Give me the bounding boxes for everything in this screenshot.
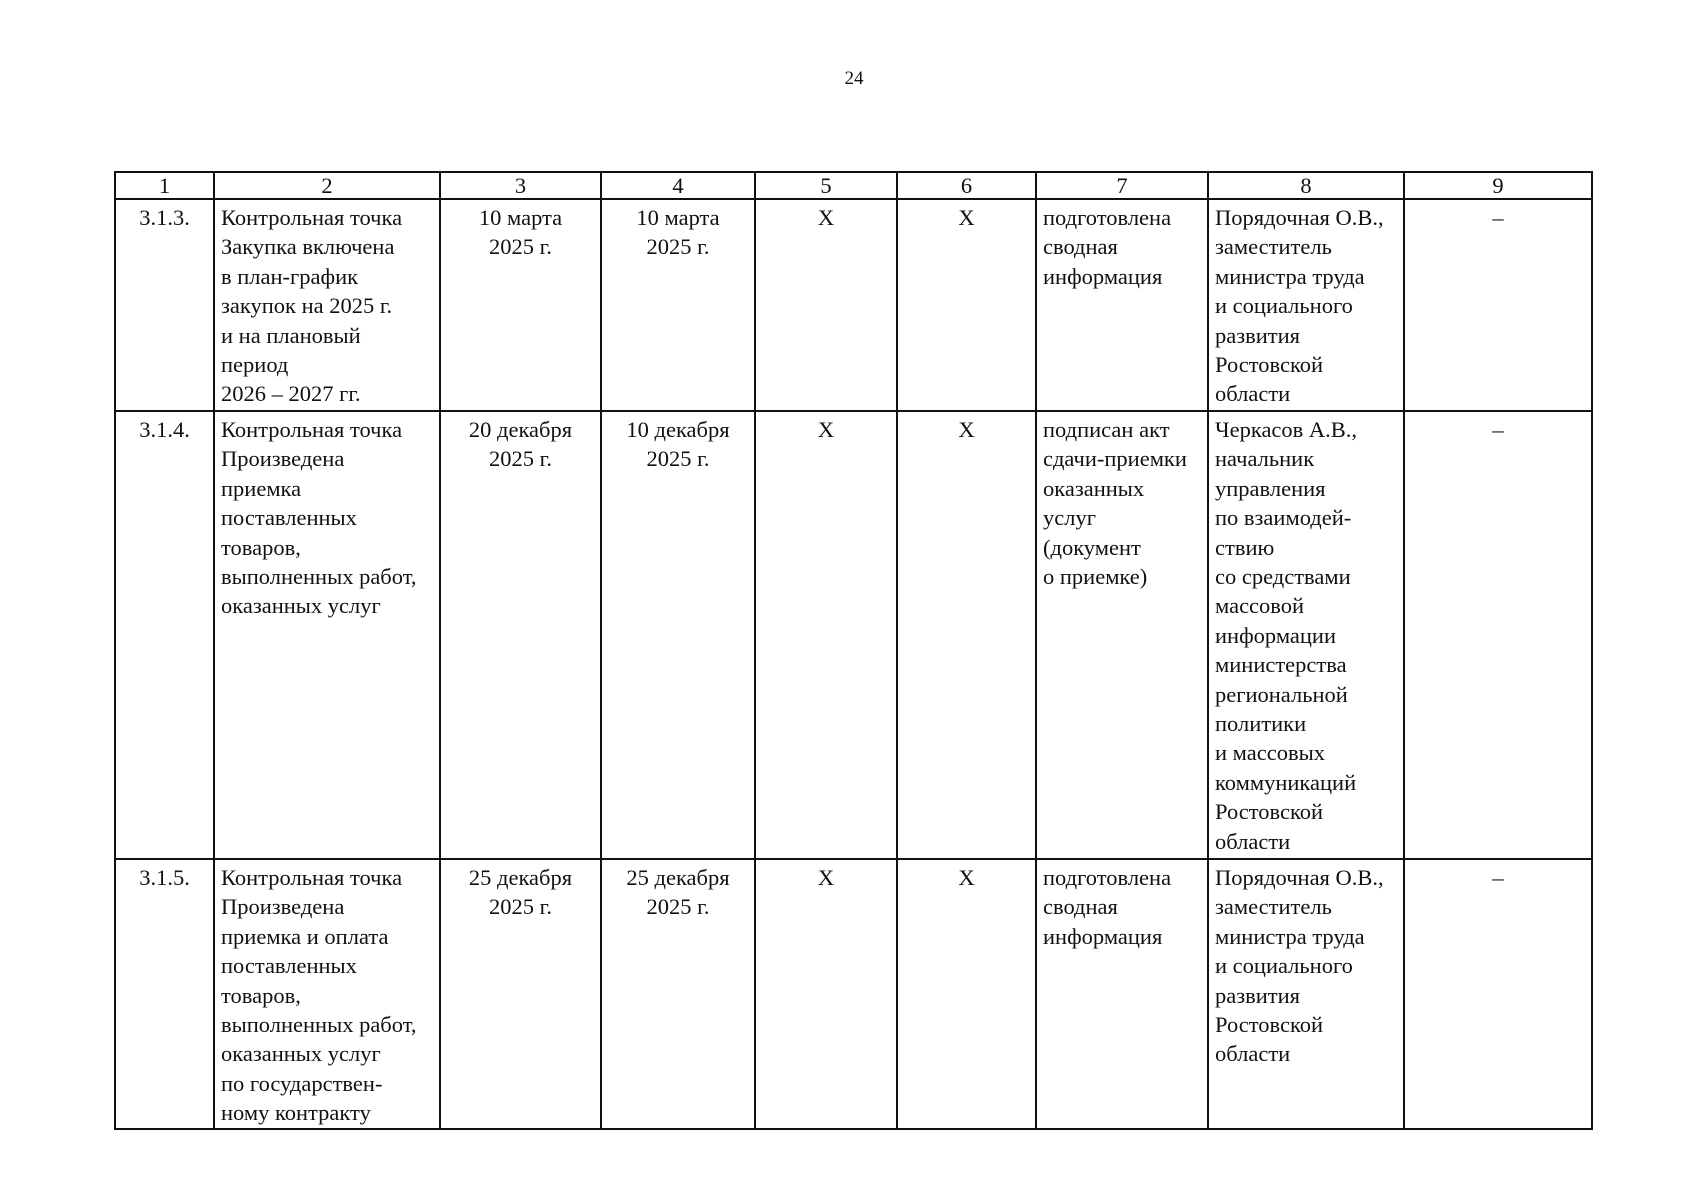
column-number: 6 <box>897 172 1036 199</box>
table-row <box>115 411 1592 859</box>
column-9-value: – <box>1404 859 1592 1129</box>
text-line: оказанных услуг <box>221 593 381 619</box>
text-line: сводная <box>1043 894 1118 920</box>
column-6-value: Х <box>897 859 1036 1129</box>
text-line: ному контракту <box>221 1100 371 1126</box>
row-result <box>1036 411 1208 859</box>
text-line: Ростовской <box>1215 1012 1324 1038</box>
text-line: 2026 – 2027 гг. <box>221 381 361 407</box>
text-line: области <box>1215 381 1291 407</box>
text-line: Порядочная О.В., <box>1215 865 1384 890</box>
text-line: 10 марта <box>636 205 720 230</box>
text-line: приемка <box>221 475 302 501</box>
text-line: 25 декабря <box>468 865 573 890</box>
column-9-value: – <box>1404 411 1592 859</box>
column-number: 3 <box>440 172 601 199</box>
text-line: Закупка включена <box>221 234 395 260</box>
column-number: 4 <box>601 172 755 199</box>
text-line: в план-график <box>221 263 359 289</box>
text-line: подготовлена <box>1043 205 1172 230</box>
text-line: по государствен- <box>221 1070 383 1096</box>
text-line: и массовых <box>1215 740 1325 766</box>
column-number: 9 <box>1404 172 1592 199</box>
text-line: области <box>1215 1041 1291 1067</box>
text-line: коммуникаций <box>1215 769 1357 795</box>
text-line: поставленных <box>221 505 357 531</box>
text-line: 20 декабря <box>468 417 573 442</box>
row-result <box>1036 199 1208 411</box>
text-line: 2025 г. <box>489 894 552 920</box>
column-5-value: Х <box>755 199 897 411</box>
text-line: 2025 г. <box>646 234 710 260</box>
text-line: сводная <box>1043 234 1118 260</box>
row-responsible <box>1208 411 1404 859</box>
text-line: и на плановый <box>221 322 361 348</box>
text-line: услуг <box>1043 505 1096 531</box>
text-line: товаров, <box>221 534 301 560</box>
text-line: министра труда <box>1215 263 1365 289</box>
row-number: 3.1.4. <box>115 411 214 859</box>
column-number: 5 <box>755 172 897 199</box>
date-fact <box>601 411 755 859</box>
column-numbers-row <box>115 172 1592 199</box>
page-number: 24 <box>844 68 864 89</box>
text-line: Произведена <box>221 894 345 920</box>
text-line: выполненных работ, <box>221 1012 417 1038</box>
text-line: начальник <box>1215 446 1315 472</box>
text-line: Контрольная точка <box>221 205 403 230</box>
text-line: поставленных <box>221 953 357 979</box>
row-name <box>214 411 440 859</box>
row-name <box>214 199 440 411</box>
text-line: и социального <box>1215 293 1353 319</box>
column-number: 7 <box>1036 172 1208 199</box>
text-line: заместитель <box>1215 894 1332 920</box>
row-name <box>214 859 440 1129</box>
text-line: подписан акт <box>1043 417 1170 442</box>
table-row <box>115 859 1592 1129</box>
text-line: информация <box>1043 923 1163 949</box>
text-line: закупок на 2025 г. <box>221 293 393 319</box>
text-line: Контрольная точка <box>221 865 403 890</box>
text-line: управления <box>1215 475 1326 501</box>
text-line: заместитель <box>1215 234 1332 260</box>
text-line: 25 декабря <box>626 865 730 890</box>
text-line: Черкасов А.В., <box>1215 417 1358 442</box>
date-plan <box>440 411 601 859</box>
column-5-value: Х <box>755 411 897 859</box>
text-line: Ростовской <box>1215 799 1324 825</box>
text-line: со средствами <box>1215 564 1351 590</box>
text-line: Ростовской <box>1215 352 1324 378</box>
text-line: министра труда <box>1215 923 1365 949</box>
control-points-table <box>114 171 1593 1130</box>
column-9-value: – <box>1404 199 1592 411</box>
text-line: период <box>221 352 289 378</box>
text-line: Порядочная О.В., <box>1215 205 1384 230</box>
column-5-value: Х <box>755 859 897 1129</box>
row-number: 3.1.5. <box>115 859 214 1129</box>
text-line: области <box>1215 828 1291 854</box>
text-line: развития <box>1215 322 1301 348</box>
column-number: 8 <box>1208 172 1404 199</box>
text-line: и социального <box>1215 953 1353 979</box>
date-plan <box>440 199 601 411</box>
date-plan <box>440 859 601 1129</box>
text-line: товаров, <box>221 982 301 1008</box>
text-line: выполненных работ, <box>221 564 417 590</box>
text-line: информации <box>1215 622 1337 648</box>
row-responsible <box>1208 199 1404 411</box>
text-line: развития <box>1215 982 1301 1008</box>
text-line: 10 марта <box>478 205 563 230</box>
text-line: 2025 г. <box>489 234 552 260</box>
column-number: 1 <box>115 172 214 199</box>
text-line: оказанных <box>1043 475 1145 501</box>
text-line: ствию <box>1215 534 1275 560</box>
text-line: Произведена <box>221 446 345 472</box>
date-fact <box>601 859 755 1129</box>
text-line: Контрольная точка <box>221 417 403 442</box>
date-fact <box>601 199 755 411</box>
text-line: министерства <box>1215 652 1347 678</box>
column-6-value: Х <box>897 199 1036 411</box>
text-line: о приемке) <box>1043 564 1148 590</box>
text-line: приемка и оплата <box>221 923 389 949</box>
table-row <box>115 199 1592 411</box>
text-line: 2025 г. <box>646 446 710 472</box>
text-line: информация <box>1043 263 1163 289</box>
text-line: массовой <box>1215 593 1305 619</box>
text-line: по взаимодей- <box>1215 505 1352 531</box>
text-line: подготовлена <box>1043 865 1172 890</box>
text-line: 10 декабря <box>626 417 730 442</box>
column-6-value: Х <box>897 411 1036 859</box>
column-number: 2 <box>214 172 440 199</box>
text-line: 2025 г. <box>489 446 552 472</box>
row-responsible <box>1208 859 1404 1129</box>
text-line: региональной <box>1215 681 1348 707</box>
row-result <box>1036 859 1208 1129</box>
text-line: политики <box>1215 711 1307 737</box>
row-number: 3.1.3. <box>115 199 214 411</box>
text-line: 2025 г. <box>646 894 710 920</box>
text-line: (документ <box>1043 534 1141 560</box>
text-line: сдачи-приемки <box>1043 446 1187 472</box>
text-line: оказанных услуг <box>221 1041 381 1067</box>
